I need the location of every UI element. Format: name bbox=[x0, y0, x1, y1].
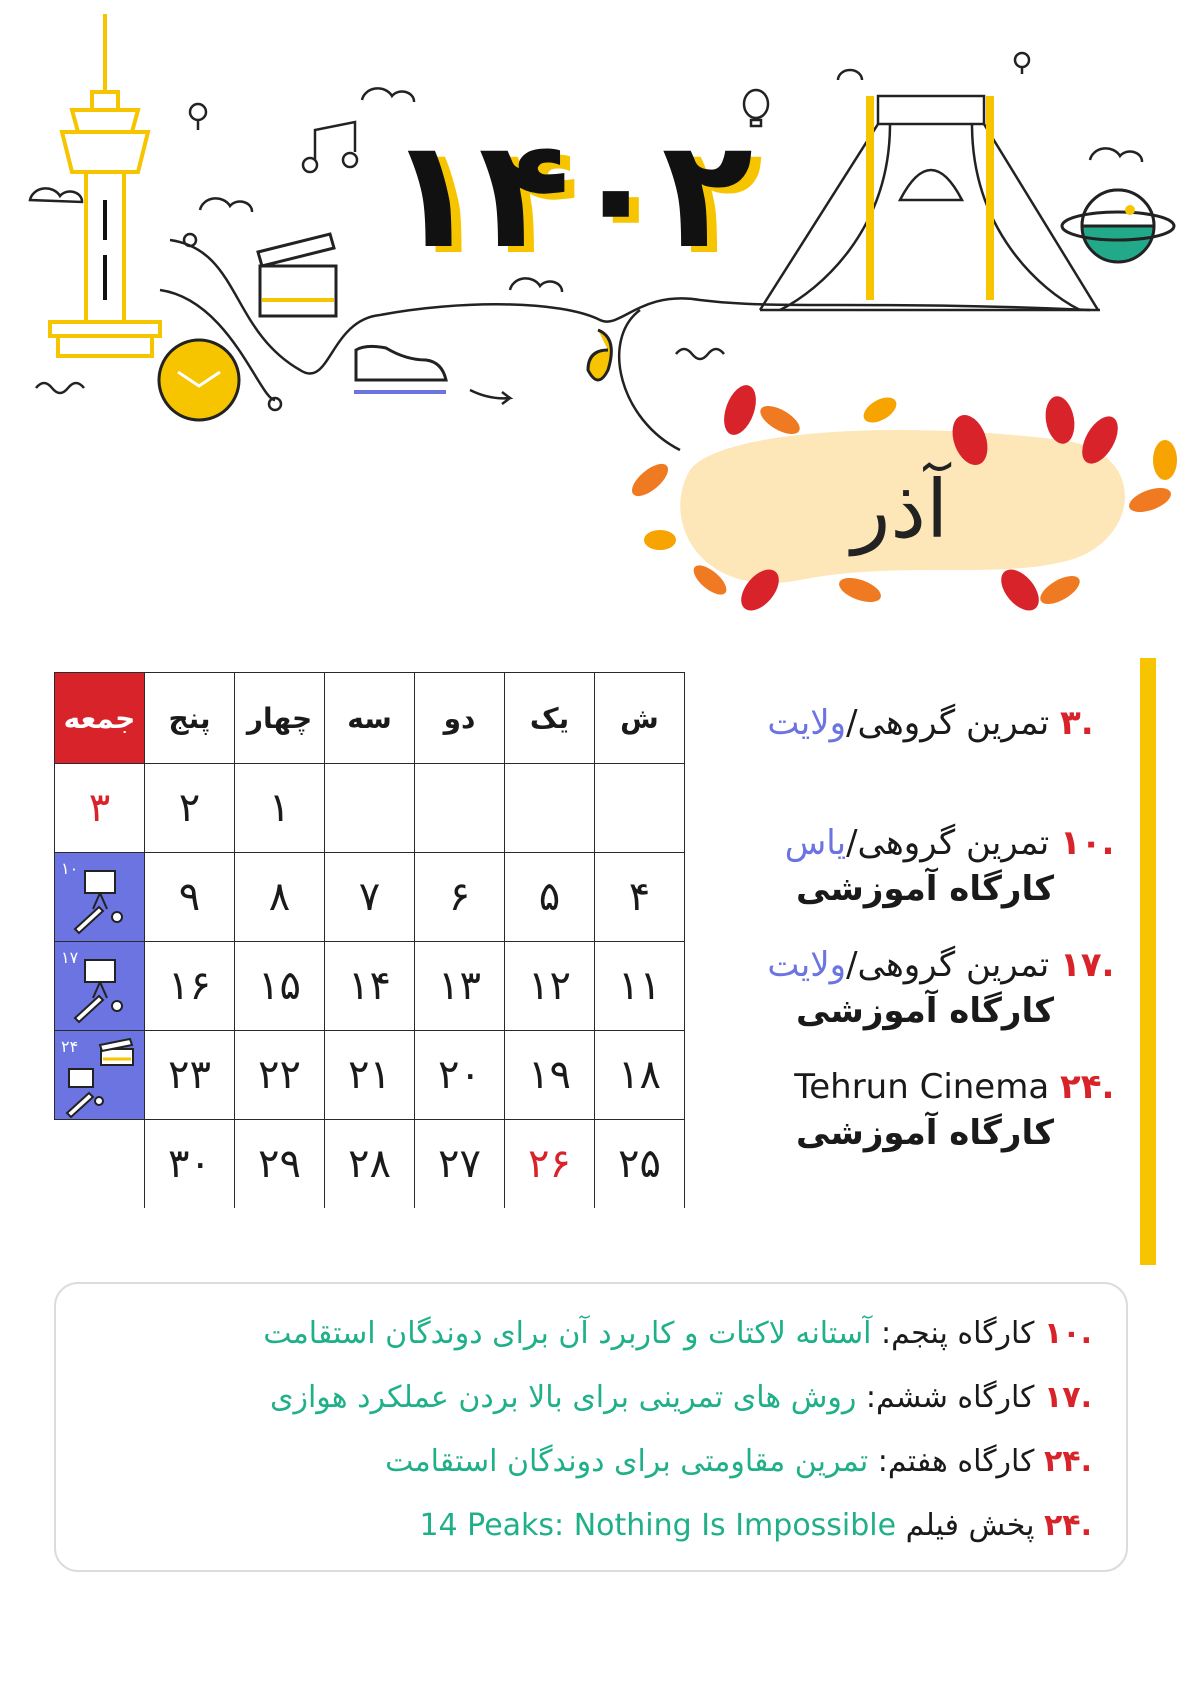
day-cell: ۱۵ bbox=[235, 942, 325, 1031]
day-cell: ۲ bbox=[145, 764, 235, 853]
milad-tower-icon bbox=[50, 14, 160, 356]
friday-day-mark: ۲۴ bbox=[61, 1037, 79, 1056]
day-cell: ۹ bbox=[145, 853, 235, 942]
event-place: یاس bbox=[784, 823, 847, 863]
day-cell: ۲۰ bbox=[415, 1031, 505, 1120]
calendar-week-row bbox=[55, 942, 685, 1031]
event-subtext: کارگاه آموزشی bbox=[796, 1113, 1054, 1153]
event-day: .۱۰ bbox=[1060, 823, 1115, 863]
day-cell: ۱۳ bbox=[415, 942, 505, 1031]
workshop-board-icon bbox=[55, 853, 144, 941]
film-title: 14 Peaks: Nothing Is Impossible bbox=[419, 1508, 897, 1543]
event-item bbox=[720, 1064, 1120, 1156]
workshop-item bbox=[76, 1378, 1106, 1418]
weekday-sat: ش bbox=[595, 673, 685, 764]
weekday-wed: چهار bbox=[235, 673, 325, 764]
event-day: .۲۴ bbox=[1060, 1067, 1115, 1107]
event-text: تمرین گروهی/ bbox=[846, 823, 1050, 863]
event-text: تمرین گروهی/ bbox=[846, 945, 1050, 985]
day-cell bbox=[415, 764, 505, 853]
friday-event-cell bbox=[55, 853, 145, 942]
event-item bbox=[720, 942, 1120, 1034]
workshop-title: تمرین مقاومتی برای دوندگان استقامت bbox=[385, 1444, 869, 1479]
azadi-tower-icon bbox=[760, 96, 1100, 310]
workshop-box bbox=[54, 1282, 1128, 1572]
weekday-thu: پنج bbox=[145, 673, 235, 764]
month-title: آذر bbox=[851, 463, 949, 556]
workshop-item bbox=[76, 1506, 1106, 1546]
day-cell: ۲۳ bbox=[145, 1031, 235, 1120]
day-cell: ۱۴ bbox=[325, 942, 415, 1031]
sneaker-icon bbox=[354, 346, 446, 392]
weekday-fri: جمعه bbox=[55, 673, 145, 764]
workshop-label: کارگاه پنجم: bbox=[881, 1316, 1035, 1351]
workshop-label: پخش فیلم bbox=[905, 1508, 1035, 1543]
day-cell: ۲۲ bbox=[235, 1031, 325, 1120]
friday-event-cell bbox=[55, 1031, 145, 1120]
friday-event-cell bbox=[55, 942, 145, 1031]
friday-day-mark: ۱۰ bbox=[61, 859, 79, 878]
weekday-tue: سه bbox=[325, 673, 415, 764]
clef-icon bbox=[588, 330, 611, 380]
day-cell: ۱۲ bbox=[505, 942, 595, 1031]
month-calendar bbox=[54, 672, 685, 1208]
workshop-day: .۲۴ bbox=[1044, 1444, 1093, 1479]
day-cell: ۲۵ bbox=[595, 1120, 685, 1209]
planet-icon bbox=[1062, 190, 1174, 262]
event-item bbox=[720, 700, 1120, 746]
day-cell bbox=[595, 764, 685, 853]
event-item bbox=[720, 820, 1120, 912]
weekday-header-row bbox=[55, 673, 685, 764]
event-place: ولایت bbox=[767, 945, 847, 985]
calendar-week-row bbox=[55, 764, 685, 853]
calendar-week-row bbox=[55, 1031, 685, 1120]
day-cell: ۷ bbox=[325, 853, 415, 942]
day-cell: ۱ bbox=[235, 764, 325, 853]
event-day: .۳ bbox=[1060, 703, 1094, 743]
day-cell: ۱۸ bbox=[595, 1031, 685, 1120]
event-subtext: کارگاه آموزشی bbox=[796, 869, 1054, 909]
day-cell-holiday: ۳ bbox=[55, 764, 145, 853]
event-subtext: کارگاه آموزشی bbox=[796, 991, 1054, 1031]
day-cell: ۵ bbox=[505, 853, 595, 942]
workshop-item bbox=[76, 1314, 1106, 1354]
workshop-label: کارگاه ششم: bbox=[865, 1380, 1035, 1415]
clapperboard-icon bbox=[258, 234, 336, 316]
event-place: ولایت bbox=[767, 703, 847, 743]
day-cell-holiday: ۲۶ bbox=[505, 1120, 595, 1209]
day-cell: ۲۸ bbox=[325, 1120, 415, 1209]
day-cell bbox=[55, 1120, 145, 1209]
accent-bar bbox=[1140, 658, 1156, 1265]
day-cell: ۴ bbox=[595, 853, 685, 942]
day-cell bbox=[505, 764, 595, 853]
weekday-mon: دو bbox=[415, 673, 505, 764]
day-cell bbox=[325, 764, 415, 853]
day-cell: ۲۷ bbox=[415, 1120, 505, 1209]
workshop-label: کارگاه هفتم: bbox=[877, 1444, 1035, 1479]
day-cell: ۸ bbox=[235, 853, 325, 942]
workshop-day: .۱۰ bbox=[1044, 1316, 1093, 1351]
workshop-day: .۱۷ bbox=[1044, 1380, 1093, 1415]
workshop-item bbox=[76, 1442, 1106, 1482]
clapperboard-and-board-icon bbox=[55, 1031, 144, 1119]
calendar-week-row bbox=[55, 1120, 685, 1209]
day-cell: ۱۶ bbox=[145, 942, 235, 1031]
event-text: Tehrun Cinema bbox=[794, 1067, 1050, 1107]
weekday-sun: یک bbox=[505, 673, 595, 764]
day-cell: ۱۱ bbox=[595, 942, 685, 1031]
day-cell: ۳۰ bbox=[145, 1120, 235, 1209]
calendar-week-row bbox=[55, 853, 685, 942]
workshop-title: روش های تمرینی برای بالا بردن عملکرد هوازی bbox=[270, 1380, 857, 1415]
event-day: .۱۷ bbox=[1060, 945, 1115, 985]
day-cell: ۱۹ bbox=[505, 1031, 595, 1120]
workshop-title: آستانه لاکتات و کاربرد آن برای دوندگان استقامت bbox=[263, 1316, 872, 1351]
day-cell: ۲۱ bbox=[325, 1031, 415, 1120]
day-cell: ۶ bbox=[415, 853, 505, 942]
day-cell: ۲۹ bbox=[235, 1120, 325, 1209]
envelope-circle-icon bbox=[159, 340, 239, 420]
event-text: تمرین گروهی/ bbox=[846, 703, 1050, 743]
friday-day-mark: ۱۷ bbox=[61, 948, 79, 967]
workshop-board-icon bbox=[55, 942, 144, 1030]
workshop-day: .۲۴ bbox=[1044, 1508, 1093, 1543]
year-title: ۱۴۰۲ bbox=[386, 108, 754, 282]
